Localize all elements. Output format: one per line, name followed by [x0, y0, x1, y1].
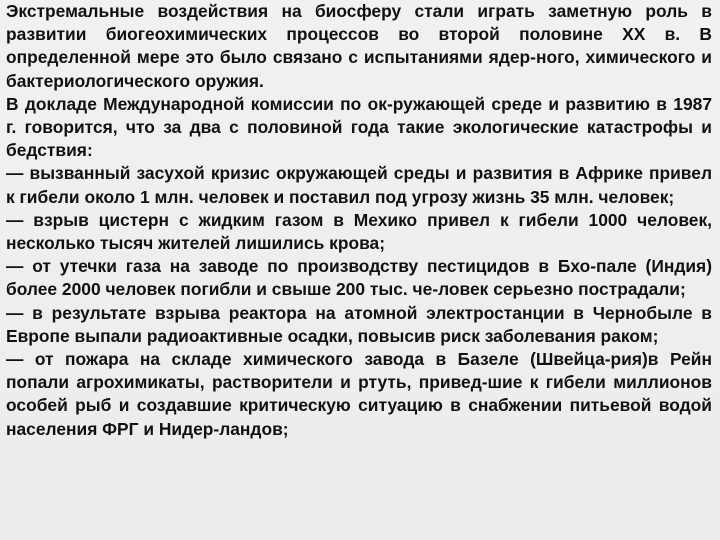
list-item-basel: — от пожара на складе химического завода в Базеле (Швейца-рия)в Рейн попали агрохимикаты, растворители и ртуть, привед-шие к гибели миллионов особей рыб и создавшие критическую ситуацию в снабжении питьевой водой населения ФРГ и Нидер-ландов;	[6, 349, 712, 439]
list-item-africa: — вызванный засухой кризис окружающей среды и развития в Африке привел к гибели около 1 млн. человек и поставил под угрозу жизнь 35 млн. человек;	[6, 163, 712, 207]
document-text	[6, 0, 712, 441]
list-item-mexico: — взрыв цистерн с жидким газом в Мехико привел к гибели 1000 человек, несколько тысяч жителей лишились крова;	[6, 209, 712, 254]
paragraph-intro: Экстремальные воздействия на биосферу стали играть заметную роль в развитии биогеохимических процессов во второй половине XX в. В определенной мере это было связано с испытаниями ядер-ного, химического и бактериологического оружия.	[6, 1, 712, 91]
list-item-bhopal: — от утечки газа на заводе по производству пестицидов в Бхо-пале (Индия) более 2000 человек погибли и свыше 200 тыс. че-ловек серьезно пострадали;	[6, 256, 712, 300]
paragraph-report: В докладе Международной комиссии по ок-ружающей среде и развитию в 1987 г. говорится, что за два с половиной года такие экологические катастрофы и бедствия:	[6, 93, 712, 161]
list-item-chernobyl: — в результате взрыва реактора на атомной электростанции в Чернобыле в Европе выпали радиоактивные осадки, повысив риск заболевания раком;	[6, 302, 712, 346]
